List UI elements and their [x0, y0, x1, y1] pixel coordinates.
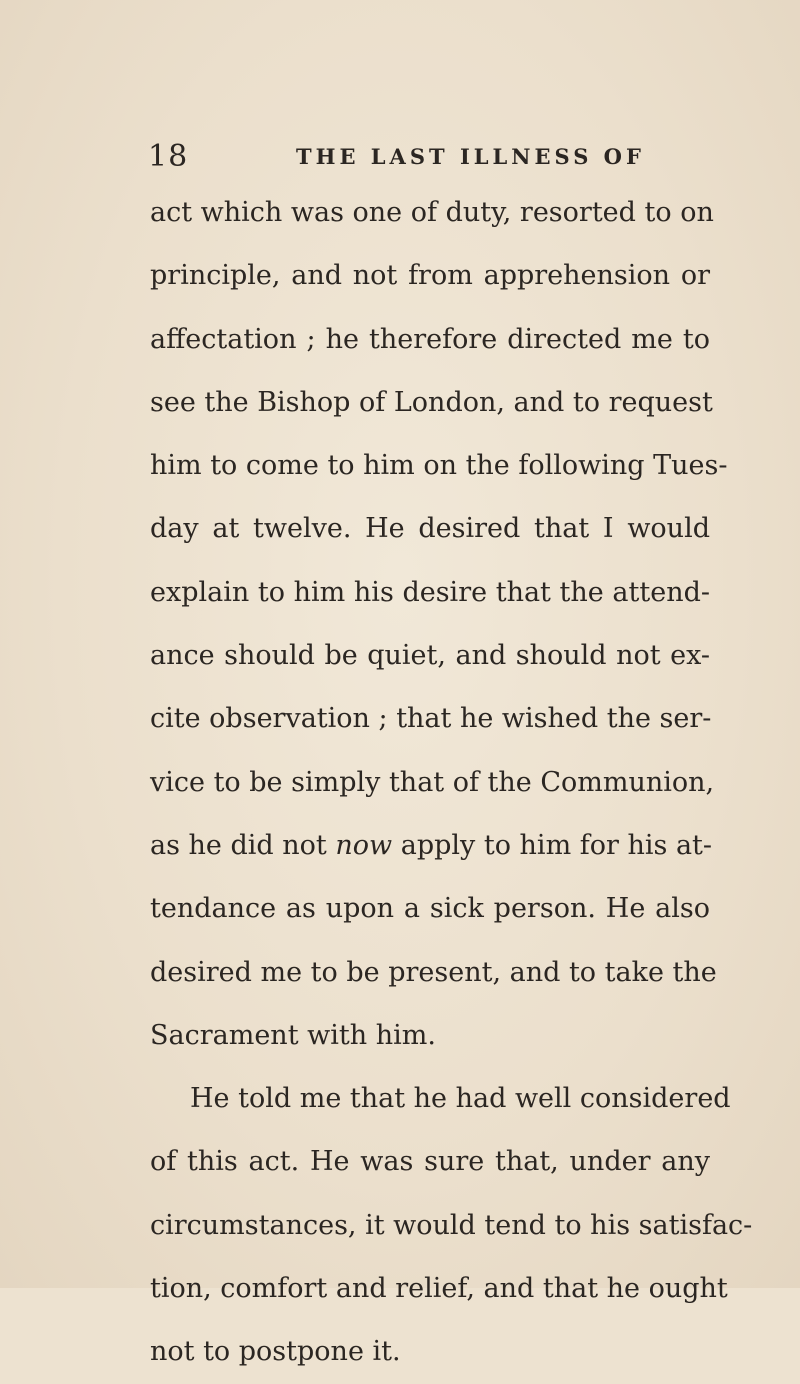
text-line: cite observation ; that he wished the ser- — [150, 703, 712, 735]
page-header — [148, 134, 708, 180]
text-line: him to come to him on the following Tues- — [150, 450, 728, 482]
text-line: tion, comfort and relief, and that he ought — [150, 1273, 728, 1305]
text-segment: as he did not — [150, 829, 327, 861]
text-segment: apply to him for his at- — [400, 829, 713, 861]
text-line: vice to be simply that of the Communion, — [150, 766, 715, 798]
text-line: affectation ; he therefore directed me to — [150, 323, 710, 355]
page-number: 18 — [148, 139, 189, 174]
running-head: THE LAST ILLNESS OF — [296, 144, 645, 169]
text-line: principle, and not from apprehension or — [150, 260, 710, 292]
text-line: of this act. He was sure that, under any — [150, 1146, 710, 1178]
italic-word: now — [335, 829, 393, 861]
text-line: tendance as upon a sick person. He also — [150, 893, 710, 925]
text-line-paragraph-start: He told me that he had well considered — [190, 1083, 731, 1115]
text-line: act which was one of duty, resorted to on — [150, 197, 714, 228]
text-line-paragraph-end: Sacrament with him. — [150, 1019, 436, 1051]
text-line: desired me to be present, and to take the — [150, 956, 717, 988]
text-line — [150, 814, 713, 877]
text-line: circumstances, it would tend to his satisfac- — [150, 1209, 753, 1241]
text-line: explain to him his desire that the attend- — [150, 576, 710, 608]
text-line-paragraph-end: not to postpone it. — [150, 1336, 401, 1368]
text-line: see the Bishop of London, and to request — [150, 386, 713, 418]
text-line: ance should be quiet, and should not ex- — [150, 640, 710, 672]
body-text — [150, 181, 753, 1384]
text-line: day at twelve. He desired that I would — [150, 513, 710, 545]
